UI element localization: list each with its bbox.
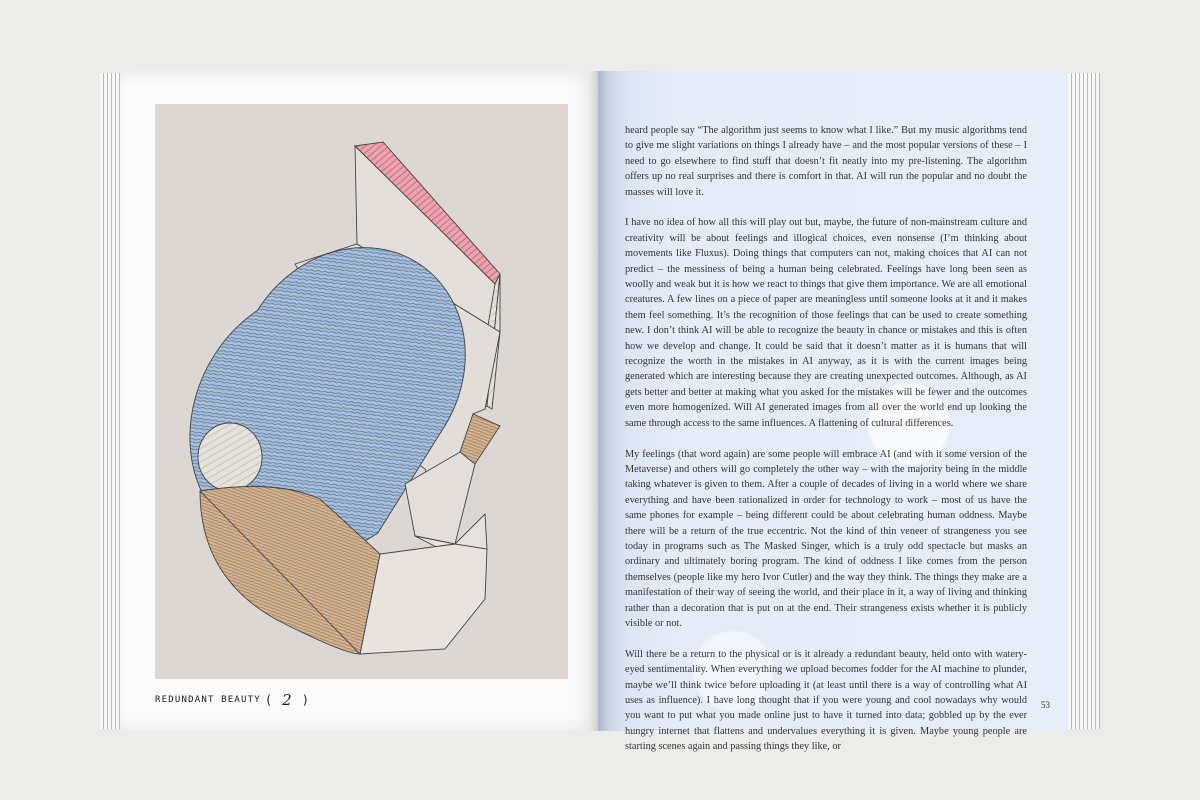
paragraph: I have no idea of how all this will play out but, maybe, the future of non-mainstream culture and creativity will be about feelings and illogical choices, even nonsense (I’m thinking about movements like Fluxus). Doing things that computers can not, making choices that AI can not predict – the messiness of being a human being celebrated. Feelings have long been seen as woolly and weak but it is how we react to things that give them importance. We are all emotional creatures. A few lines on a piece of paper are meaningless until someone looks at it and it makes them feel something. It’s the recognition of those feelings that can be used to create something new. I don’t think AI will be able to recognize the beauty in chance or mistakes and this is often how we develop and change. It could be said that it doesn’t matter as it is humans that will recognize the worth in the mistakes in AI anyway, as it is with the current images being generated which are interesting because they are creating unexpected outcomes. Although, as AI gets better and better at making what you asked for the mistakes will be fewer and the outcomes even more homogenized. Will AI generated images from all over the world end up looking the same through access to the same influences. A flattening of cultural differences. [625, 217, 1027, 429]
article-body [625, 123, 1027, 770]
paragraph: heard people say “The algorithm just seems to know what I like.” But my music algorithms tend to give me slight variations on things I already have – and the most popular versions of these – I need to go elsewhere to find stuff that doesn’t fit neatly into my pre-listening. The algorithm offers up no real surprises and there is comfort in that. AI will run the popular and no doubt the masses will love it. [625, 125, 1027, 198]
issue-number: 2 [282, 691, 292, 709]
right-page-edges [1068, 73, 1100, 729]
gutter-shadow [590, 71, 610, 731]
running-footer [155, 692, 309, 708]
geometric-pencil-drawing [155, 104, 568, 679]
paragraph: My feelings (that word again) are some people will embrace AI (and with it some version of the Metaverse) and others will go completely the other way – with the majority being in the middle taking whatever is given to them. After a couple of decades of living in a world where we share everything and have been rationalized in order for technology to work – most of us have the same phones for example – being different could be about celebrating human oddness. Maybe there will be a return of the true eccentric. Not the kind of thin veneer of strangeness you see today in programs such as The Masked Singer, which is a truly odd spectacle but masks an ordinary and ultimately boring program. The kind of oddness I like comes from the person themselves (people like my hero Ivor Cutler) and the way they think. The things they make are a manifestation of their way of seeing the world, and their place in it, a way of living and thinking rather than a decoration that is put on at the end. Their strangeness exists whether it is publicly visible or not. [625, 448, 1027, 629]
publication-title: REDUNDANT BEAUTY [155, 695, 261, 705]
left-page-edges [100, 73, 120, 729]
page-number: 53 [1041, 700, 1050, 710]
small-circle [198, 423, 262, 491]
drawing-svg [155, 104, 568, 679]
close-parenthesis: ) [301, 693, 309, 707]
open-parenthesis: ( [264, 693, 273, 707]
paragraph: Will there be a return to the physical or is it already a redundant beauty, held onto with watery-eyed sentimentality. When everything we upload becomes fodder for the AI machine to plunder, maybe we’ll think twice before uploading it (at least until there is a way of controlling what AI uses as influence). I have long thought that if you were young and cool nowadays why would you want to put what you made online just to have it turned into data; gobbled up by the ever hungry internet that flattens and undervalues everything it is given. Maybe young people are starting scenes again and passing things they like, or [625, 648, 1027, 753]
